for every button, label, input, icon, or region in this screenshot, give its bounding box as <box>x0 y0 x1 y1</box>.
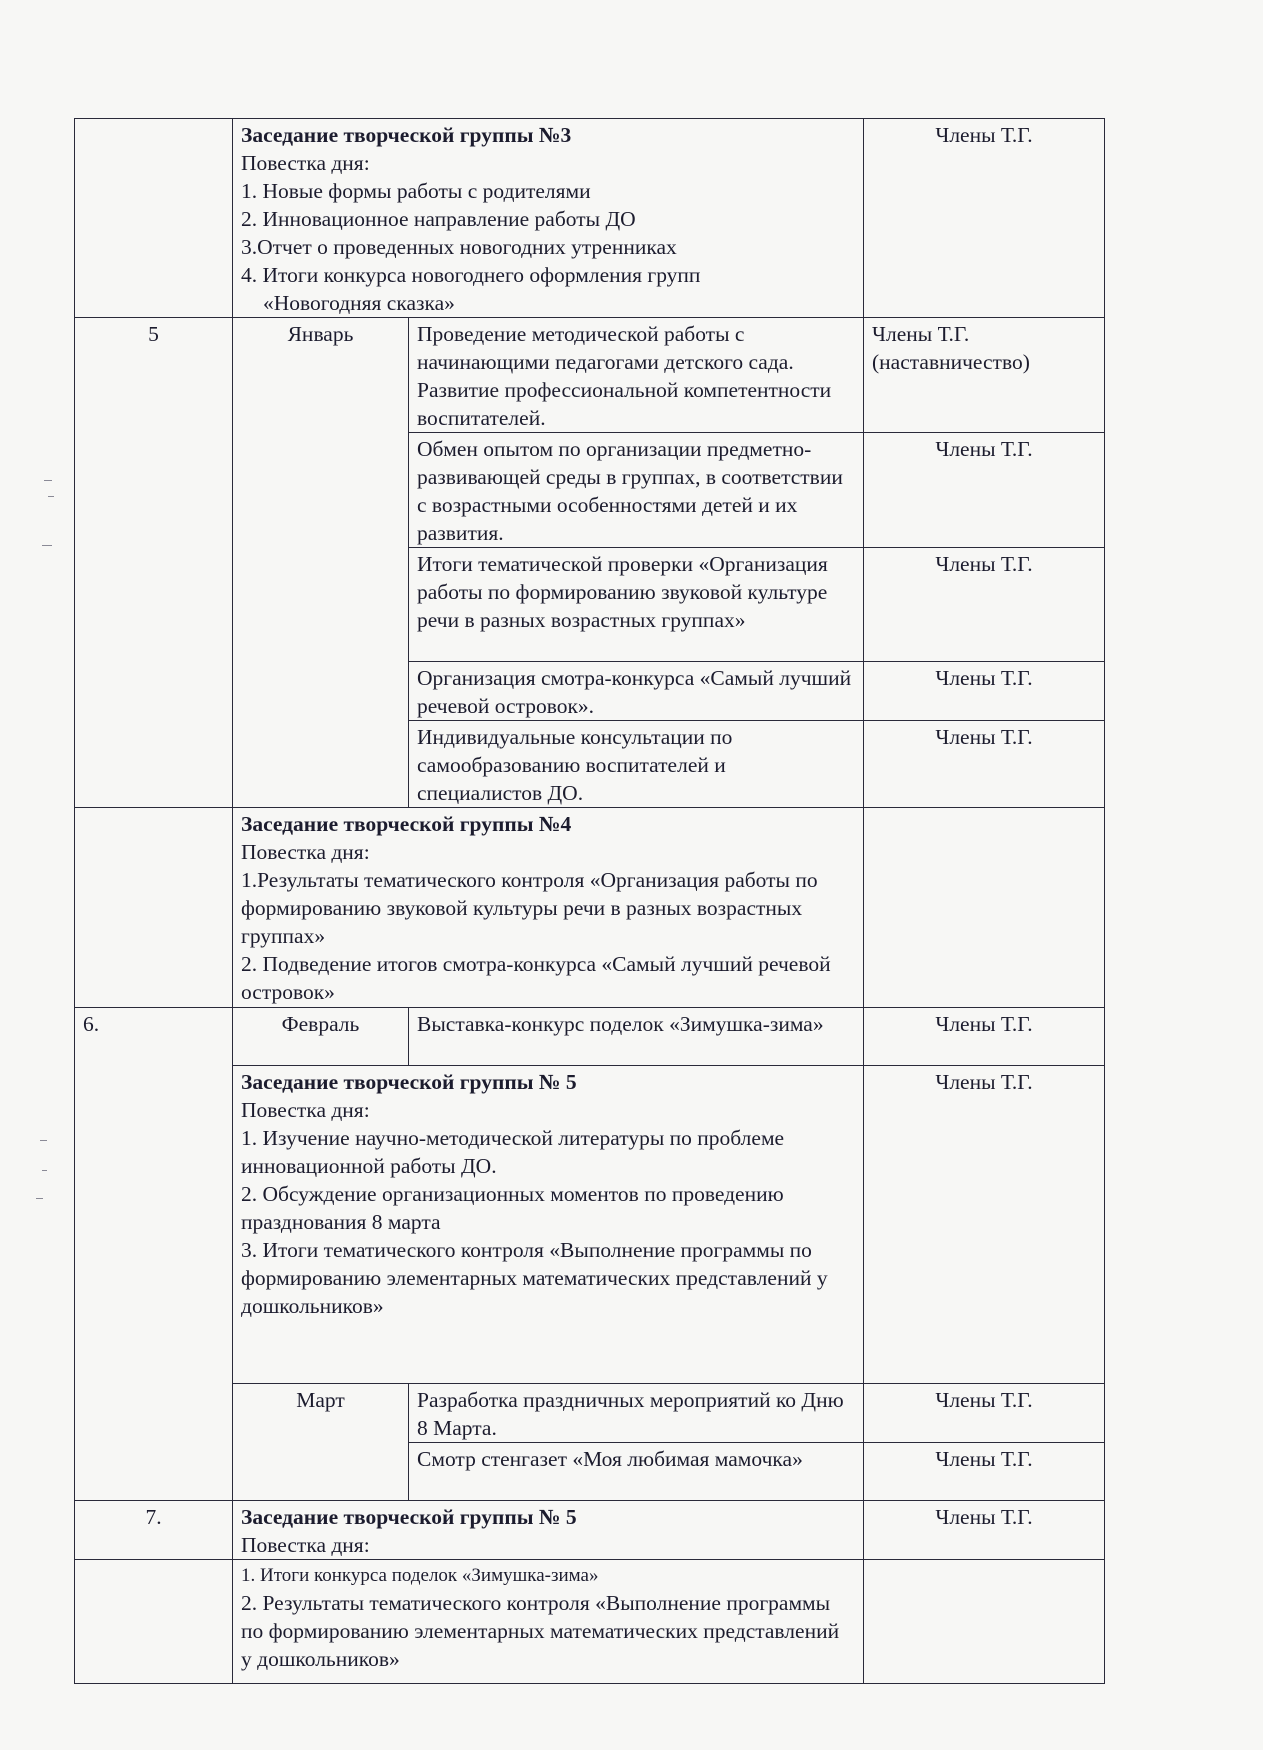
table-row <box>75 1501 1105 1560</box>
work-plan-table <box>74 118 1105 1684</box>
responsible-cell <box>864 1560 1105 1684</box>
agenda-label: Повестка дня: <box>241 151 370 175</box>
agenda-item: 2. Инновационное направление работы ДО <box>241 207 636 231</box>
month-cell: Февраль <box>233 1008 409 1066</box>
responsible-cell: Члены Т.Г. <box>864 1384 1105 1443</box>
number-cell <box>75 808 233 1008</box>
scan-mark <box>44 480 52 481</box>
meeting-cell <box>233 1560 864 1684</box>
agenda-item: «Новогодняя сказка» <box>263 291 455 315</box>
table-row <box>75 1008 1105 1066</box>
scan-mark <box>42 545 52 546</box>
number-cell: 6. <box>75 1008 233 1501</box>
agenda-item: 1. Новые формы работы с родителями <box>241 179 591 203</box>
meeting-cell <box>233 808 864 1008</box>
activity-cell: Итоги тематической проверки «Организация работы по формированию звуковой культуре речи в разных возрастных группах» <box>409 548 864 662</box>
meeting-cell <box>233 1501 864 1560</box>
table-row <box>75 318 1105 433</box>
responsible-cell: Члены Т.Г. <box>864 1501 1105 1560</box>
activity-cell: Разработка праздничных мероприятий ко Дню 8 Марта. <box>409 1384 864 1443</box>
number-cell: 7. <box>75 1501 233 1560</box>
activity-cell: Проведение методической работы с начинающими педагогами детского сада. Развитие профессиональной компетентности воспитателей. <box>409 318 864 433</box>
responsible-cell: Члены Т.Г. <box>864 721 1105 808</box>
responsible-cell: Члены Т.Г. <box>864 662 1105 721</box>
meeting-cell <box>233 1066 864 1384</box>
agenda-item: 2. Обсуждение организационных моментов по проведению празднования 8 марта <box>241 1182 784 1234</box>
table-row <box>75 1560 1105 1684</box>
meeting-title: Заседание творческой группы № 5 <box>241 1505 577 1529</box>
responsible-cell: Члены Т.Г. <box>864 548 1105 662</box>
agenda-item: 1. Итоги конкурса поделок «Зимушка-зима» <box>241 1565 599 1586</box>
agenda-item: 3.Отчет о проведенных новогодних утренниках <box>241 235 677 259</box>
meeting-title: Заседание творческой группы № 5 <box>241 1070 577 1094</box>
responsible-cell: Члены Т.Г. <box>864 1443 1105 1501</box>
agenda-item: 2. Результаты тематического контроля «Выполнение программы по формированию элементарных математических представлений у дошкольников» <box>241 1591 840 1671</box>
agenda-label: Повестка дня: <box>241 840 370 864</box>
table-row <box>75 808 1105 1008</box>
scan-mark <box>40 1140 47 1141</box>
responsible-cell: Члены Т.Г. <box>864 119 1105 318</box>
month-cell: Январь <box>233 318 409 808</box>
scan-mark <box>36 1198 43 1199</box>
responsible-cell: Члены Т.Г. <box>864 1066 1105 1384</box>
table-row <box>75 119 1105 318</box>
activity-cell: Обмен опытом по организации предметно-развивающей среды в группах, в соответствии с возрастными особенностями детей и их развития. <box>409 433 864 548</box>
responsible-cell <box>864 808 1105 1008</box>
agenda-item: 4. Итоги конкурса новогоднего оформления групп <box>241 263 701 287</box>
agenda-item: 1.Результаты тематического контроля «Организация работы по формированию звуковой культуры речи в разных возрастных группах» <box>241 868 818 948</box>
meeting-title: Заседание творческой группы №3 <box>241 123 572 147</box>
scan-mark <box>48 496 54 497</box>
agenda-item: 2. Подведение итогов смотра-конкурса «Самый лучший речевой островок» <box>241 952 831 1004</box>
responsible-cell: Члены Т.Г. <box>864 433 1105 548</box>
meeting-title: Заседание творческой группы №4 <box>241 812 572 836</box>
activity-cell: Организация смотра-конкурса «Самый лучший речевой островок». <box>409 662 864 721</box>
number-cell <box>75 119 233 318</box>
activity-cell: Смотр стенгазет «Моя любимая мамочка» <box>409 1443 864 1501</box>
agenda-label: Повестка дня: <box>241 1098 370 1122</box>
scan-mark <box>42 1170 47 1171</box>
month-cell: Март <box>233 1384 409 1501</box>
agenda-item: 3. Итоги тематического контроля «Выполнение программы по формированию элементарных математических представлений у дошкольников» <box>241 1238 828 1318</box>
meeting-cell <box>233 119 864 318</box>
responsible-cell: Члены Т.Г. <box>864 1008 1105 1066</box>
agenda-label: Повестка дня: <box>241 1533 370 1557</box>
number-cell: 5 <box>75 318 233 808</box>
activity-cell: Индивидуальные консультации по самообразованию воспитателей и специалистов ДО. <box>409 721 864 808</box>
responsible-cell: Члены Т.Г. (наставничество) <box>864 318 1105 433</box>
number-cell <box>75 1560 233 1684</box>
activity-cell: Выставка-конкурс поделок «Зимушка-зима» <box>409 1008 864 1066</box>
agenda-item: 1. Изучение научно-методической литературы по проблеме инновационной работы ДО. <box>241 1126 785 1178</box>
